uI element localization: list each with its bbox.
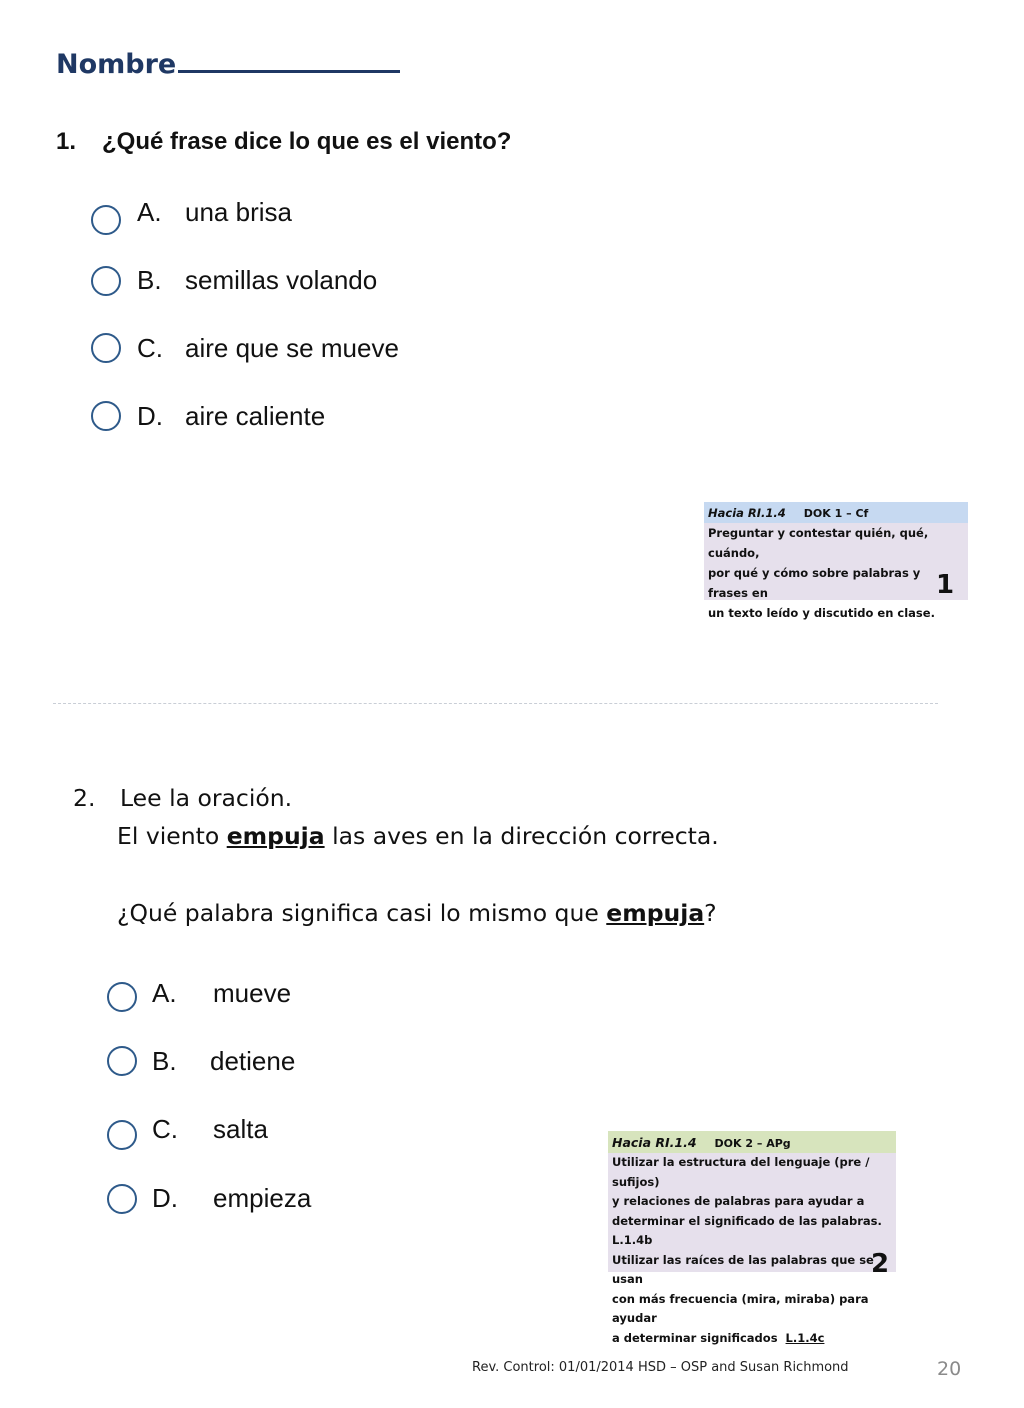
question-1-text: ¿Qué frase dice lo que es el viento? bbox=[102, 128, 512, 155]
option-2a-radio[interactable] bbox=[107, 982, 137, 1012]
standard-2-line: y relaciones de palabras para ayudar a bbox=[612, 1194, 865, 1208]
standard-2-line: determinar el significado de las palabras. L.1.4b bbox=[612, 1213, 882, 1247]
standard-2-last-line-text: a determinar significados bbox=[612, 1330, 786, 1345]
question-target-word: empuja bbox=[606, 899, 705, 927]
standard-1-line: Preguntar y contestar quién, qué, cuándo, bbox=[708, 526, 929, 560]
item-number-badge-1: 1 bbox=[936, 570, 955, 600]
question-1-number: 1. bbox=[56, 128, 77, 155]
option-2c-text: salta bbox=[213, 1114, 268, 1144]
name-blank-line[interactable] bbox=[178, 44, 400, 73]
standard-1-line: por qué y cómo sobre palabras y frases en bbox=[708, 566, 921, 600]
option-1d-text: aire caliente bbox=[185, 401, 326, 431]
standard-2-description bbox=[608, 1153, 896, 1348]
option-1a-radio[interactable] bbox=[91, 205, 121, 235]
page-number: 20 bbox=[937, 1358, 962, 1380]
standard-2-line: Utilizar las raíces de las palabras que se usan bbox=[612, 1252, 874, 1286]
standard-2-line: Utilizar la estructura del lenguaje (pre / sufijos) bbox=[612, 1155, 870, 1189]
standard-1-line: un texto leído y discutido en clase. bbox=[708, 606, 935, 620]
option-1d-letter: D. bbox=[137, 401, 163, 431]
option-1b-text: semillas volando bbox=[185, 265, 378, 295]
standard-1-header bbox=[704, 502, 968, 523]
footer-revision: Rev. Control: 01/01/2014 HSD – OSP and Susan Richmond bbox=[472, 1360, 849, 1375]
standard-2-line bbox=[612, 1329, 892, 1349]
question-2-sentence bbox=[117, 822, 719, 850]
option-2d-radio[interactable] bbox=[107, 1184, 137, 1214]
standard-2-line: con más frecuencia (mira, miraba) para ayudar bbox=[612, 1291, 869, 1325]
option-1a-letter: A. bbox=[137, 197, 162, 227]
option-1d-radio[interactable] bbox=[91, 401, 121, 431]
option-1b-radio[interactable] bbox=[91, 266, 121, 296]
sentence-text-after: las aves en la dirección correcta. bbox=[324, 822, 719, 850]
question-1-title bbox=[56, 128, 511, 156]
option-1c-radio[interactable] bbox=[91, 333, 121, 363]
option-2a-letter: A. bbox=[152, 978, 177, 1008]
option-2c-radio[interactable] bbox=[107, 1120, 137, 1150]
option-1c-text: aire que se mueve bbox=[185, 333, 399, 363]
option-2b-letter: B. bbox=[152, 1046, 177, 1076]
option-2d-letter: D. bbox=[152, 1183, 178, 1213]
option-2c-letter: C. bbox=[152, 1114, 178, 1144]
standard-2-header bbox=[608, 1131, 896, 1153]
option-1b-letter: B. bbox=[137, 265, 162, 295]
option-2b-text: detiene bbox=[210, 1046, 296, 1076]
standard-2-ref: L.1.4c bbox=[785, 1330, 825, 1345]
option-2d-text: empieza bbox=[213, 1183, 312, 1213]
question-text-before: ¿Qué palabra significa casi lo mismo que bbox=[117, 899, 607, 927]
sentence-text-before: El viento bbox=[117, 822, 227, 850]
standard-1-dok: DOK 1 – Cf bbox=[803, 507, 869, 520]
question-2-text bbox=[117, 899, 717, 927]
name-label: Nombre bbox=[56, 49, 177, 80]
standard-1-code: Hacia RI.1.4 bbox=[708, 506, 786, 520]
item-number-badge-2: 2 bbox=[871, 1249, 890, 1279]
standard-box-2 bbox=[608, 1131, 896, 1345]
question-2-intro: Lee la oración. bbox=[120, 784, 293, 812]
section-divider bbox=[53, 703, 938, 704]
standard-2-dok: DOK 2 – APg bbox=[714, 1137, 791, 1150]
option-1c-letter: C. bbox=[137, 333, 163, 363]
question-text-after: ? bbox=[704, 899, 717, 927]
option-1a-text: una brisa bbox=[185, 197, 292, 227]
option-2b-radio[interactable] bbox=[107, 1046, 137, 1076]
name-field[interactable] bbox=[56, 44, 400, 80]
question-2-number: 2. bbox=[73, 784, 96, 812]
standard-2-code: Hacia RI.1.4 bbox=[612, 1135, 697, 1150]
standard-1-description bbox=[704, 523, 968, 623]
target-word: empuja bbox=[226, 822, 325, 850]
standard-box-1 bbox=[704, 502, 968, 620]
option-2a-text: mueve bbox=[213, 978, 292, 1008]
